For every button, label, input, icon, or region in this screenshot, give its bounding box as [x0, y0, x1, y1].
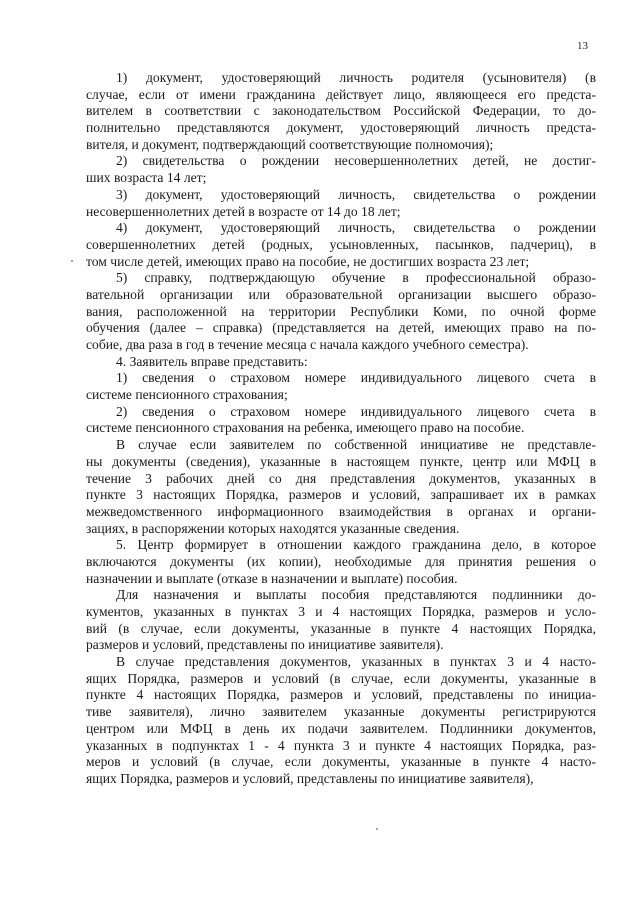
- text-line: центром или МФЦ в день их подачи заявителем. Подлинники документов,: [86, 720, 596, 736]
- text-line: межведомственного информационного взаимодействия в органах и органи-: [86, 503, 596, 519]
- text-line: собие, два раза в год в течение месяца с начала каждого учебного семестра).: [86, 337, 529, 352]
- text-line: меров и условий (в случае, если документы, указанные в пункте 4 насто-: [86, 754, 596, 770]
- text-line: пункте 4 настоящих Порядка, размеров и условий, представлены по инициа-: [86, 687, 596, 703]
- text-line: вательной организации или образовательной организации высшего образо-: [86, 286, 596, 302]
- text-line: обучения (далее – справка) (представляется на детей, имеющих право на по-: [86, 320, 596, 336]
- scan-speck: [71, 260, 73, 262]
- text-line: 4) документ, удостоверяющий личность, свидетельства о рождении: [116, 220, 596, 236]
- text-line: размеров и условий, представлены по инициативе заявителя).: [86, 637, 444, 653]
- page-number: 13: [577, 40, 588, 52]
- text-line: несовершеннолетних детей в возрасте от 14 до 18 лет;: [86, 203, 401, 219]
- text-line: В случае если заявителем по собственной инициативе не представле-: [116, 437, 596, 453]
- text-line: зациях, в распоряжении которых находятся указанные сведения.: [86, 520, 460, 536]
- text-line: Для назначения и выплаты пособия представляются подлинники до-: [116, 587, 596, 603]
- text-line: течение 3 рабочих дней со дня представления документов, указанных в: [86, 470, 596, 486]
- text-line: 2) свидетельства о рождении несовершеннолетних детей, не достиг-: [116, 153, 596, 169]
- text-line: указанных в подпунктах 1 - 4 пункта 3 и пункте 4 настоящих Порядка, раз-: [86, 737, 596, 753]
- text-line: 1) документ, удостоверяющий личность родителя (усыновителя) (в: [116, 70, 596, 85]
- text-line: случае, если от имени гражданина действует лицо, являющееся его предста-: [86, 86, 596, 102]
- text-line: системе пенсионного страхования;: [86, 387, 288, 403]
- text-line: включаются документы (их копии), необходимые для принятия решения о: [86, 553, 596, 569]
- text-line: 3) документ, удостоверяющий личность, свидетельства о рождении: [116, 186, 596, 202]
- text-line: пункте 3 настоящих Порядка, размеров и условий, запрашивает их в рамках: [86, 487, 596, 503]
- text-line: вий (в случае, если документы, указанные в пункте 4 настоящих Порядка,: [86, 620, 596, 636]
- text-line: том числе детей, имеющих право на пособие, не достигших возраста 23 лет;: [86, 253, 530, 269]
- text-line: В случае представления документов, указанных в пунктах 3 и 4 насто-: [116, 654, 596, 670]
- text-line: системе пенсионного страхования на ребенка, имеющего право на пособие.: [86, 420, 525, 436]
- text-line: совершеннолетних детей (родных, усыновленных, пасынков, падчериц), в: [86, 236, 596, 252]
- scan-speck: [376, 828, 378, 830]
- text-line: 5) справку, подтверждающую обучение в профессиональной образо-: [116, 270, 596, 286]
- text-line: вителя, и документ, подтверждающий соответствующие полномочия);: [86, 136, 494, 152]
- text-line: ящих Порядка, размеров и условий (в случае, если документы, указанные в: [86, 670, 596, 686]
- text-line: назначении и выплате (отказе в назначении и выплате) пособия.: [86, 570, 458, 586]
- text-line: вания, расположенной на территории Республики Коми, по очной форме: [86, 303, 596, 319]
- text-line: 5. Центр формирует в отношении каждого гражданина дело, в которое: [116, 537, 596, 553]
- text-line: полнительно представляются документ, удостоверяющий личность предста-: [86, 120, 596, 136]
- text-line: кументов, указанных в пунктах 3 и 4 настоящих Порядка, размеров и усло-: [86, 604, 596, 619]
- text-line: тиве заявителя), лично заявителем указанные документы регистрируются: [86, 704, 596, 720]
- text-line: 2) сведения о страховом номере индивидуального лицевого счета в: [116, 403, 596, 419]
- text-line: ящих Порядка, размеров и условий, представлены по инициативе заявителя),: [86, 770, 534, 786]
- text-line: ны документы (сведения), указанные в настоящем пункте, центр или МФЦ в: [86, 453, 596, 469]
- text-line: вителем в соответствии с законодательством Российской Федерации, то до-: [86, 103, 596, 119]
- text-line: ших возраста 14 лет;: [86, 170, 207, 186]
- text-line: 1) сведения о страховом номере индивидуального лицевого счета в: [116, 370, 596, 386]
- text-line: 4. Заявитель вправе представить:: [116, 353, 308, 369]
- document-body: [86, 70, 596, 788]
